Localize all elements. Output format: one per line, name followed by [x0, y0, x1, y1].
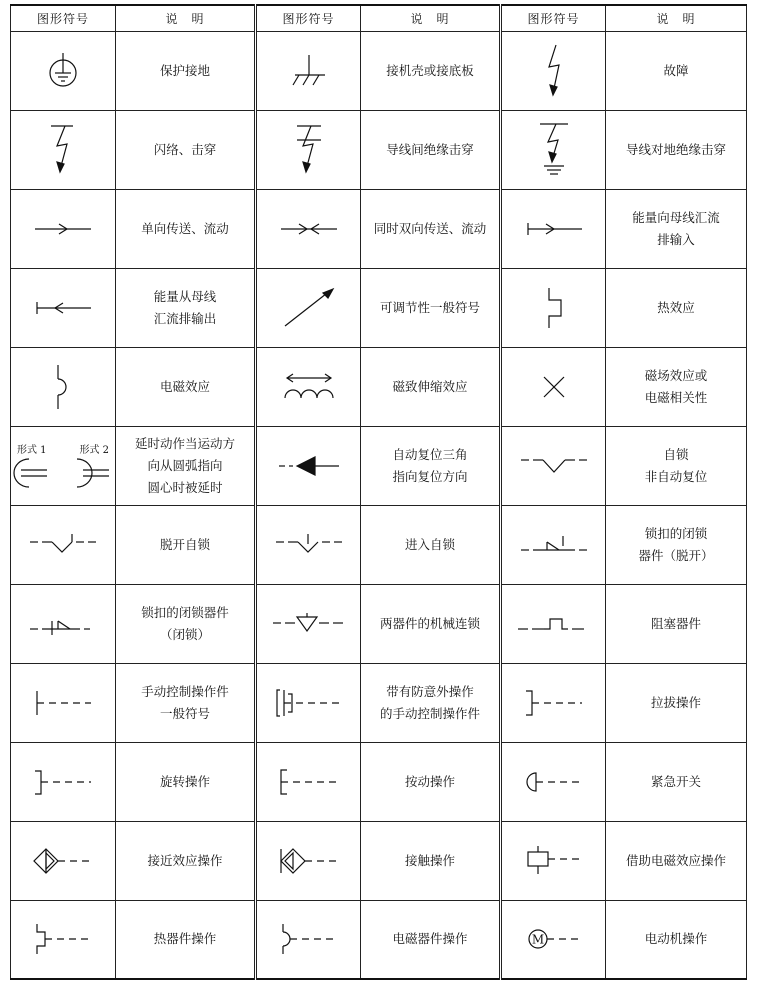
symbol-description: 带有防意外操作 的手动控制操作件 — [361, 663, 501, 742]
symbol-cell — [501, 584, 606, 663]
two-way-flow-icon — [279, 221, 339, 237]
symbol-cell — [256, 268, 361, 347]
symbol-description: 导线对地绝缘击穿 — [606, 110, 747, 189]
push-operation-icon — [277, 767, 341, 797]
latching-device-closed-icon — [28, 611, 98, 637]
blocking-device-icon — [516, 611, 592, 637]
symbol-description: 闪络、击穿 — [116, 110, 256, 189]
symbol-cell — [501, 505, 606, 584]
table-row — [11, 110, 747, 189]
symbol-cell — [256, 900, 361, 979]
table-row — [11, 347, 747, 426]
conductor-earth-breakdown-icon — [534, 120, 574, 180]
symbol-cell — [501, 189, 606, 268]
fault-icon — [539, 41, 569, 101]
symbol-cell — [501, 347, 606, 426]
form-2-label: 形式 2 — [79, 445, 109, 456]
symbol-description: 延时动作当运动方 向从圆弧指向 圆心时被延时 — [116, 426, 256, 505]
symbol-description: 电动机操作 — [606, 900, 747, 979]
symbol-cell — [501, 742, 606, 821]
symbol-description: 可调节性一般符号 — [361, 268, 501, 347]
symbol-cell — [256, 189, 361, 268]
symbol-description: 接触操作 — [361, 821, 501, 900]
symbol-description: 进入自锁 — [361, 505, 501, 584]
magnetic-field-effect-icon — [539, 372, 569, 402]
symbol-cell — [11, 821, 116, 900]
table-row — [11, 742, 747, 821]
release-self-lock-icon — [28, 532, 98, 558]
header-symbol-1: 图形符号 — [11, 5, 116, 31]
symbol-description: 故障 — [606, 31, 747, 110]
symbol-description: 拉拔操作 — [606, 663, 747, 742]
symbol-cell — [11, 900, 116, 979]
conductor-insulation-breakdown-icon — [289, 122, 329, 178]
symbol-description: 借助电磁效应操作 — [606, 821, 747, 900]
self-lock-nonauto-reset-icon — [519, 454, 589, 478]
symbol-cell — [11, 663, 116, 742]
electromagnetic-effect-icon — [48, 363, 78, 411]
table-row — [11, 663, 747, 742]
table-row — [11, 821, 747, 900]
symbol-description: 保护接地 — [116, 31, 256, 110]
header-symbol-3: 图形符号 — [501, 5, 606, 31]
thermal-actuator-icon — [31, 922, 95, 956]
table-row — [11, 31, 747, 110]
chassis-ground-icon — [287, 51, 331, 91]
energy-to-busbar-icon — [524, 221, 584, 237]
symbol-description: 接近效应操作 — [116, 821, 256, 900]
symbol-cell — [501, 426, 606, 505]
symbol-description: 脱开自锁 — [116, 505, 256, 584]
symbol-description: 导线间绝缘击穿 — [361, 110, 501, 189]
symbol-cell — [501, 268, 606, 347]
table-row — [11, 900, 747, 979]
symbol-description: 旋转操作 — [116, 742, 256, 821]
symbol-description: 自动复位三角 指向复位方向 — [361, 426, 501, 505]
symbol-description: 紧急开关 — [606, 742, 747, 821]
manual-operation-icon — [31, 688, 95, 718]
symbol-description: 阻塞器件 — [606, 584, 747, 663]
electromagnetic-device-operation-icon — [277, 922, 341, 956]
symbol-description: 磁场效应或 电磁相关性 — [606, 347, 747, 426]
auto-reset-triangle-icon — [277, 454, 341, 478]
one-way-flow-icon — [33, 221, 93, 237]
symbol-description: 同时双向传送、流动 — [361, 189, 501, 268]
table-row — [11, 426, 747, 505]
symbol-description: 单向传送、流动 — [116, 189, 256, 268]
motor-operation-icon — [522, 924, 586, 954]
symbol-cell — [11, 426, 116, 505]
symbol-description: 热效应 — [606, 268, 747, 347]
symbol-cell — [11, 505, 116, 584]
symbol-cell — [256, 663, 361, 742]
symbol-description: 手动控制操作件 一般符号 — [116, 663, 256, 742]
symbol-description: 电磁效应 — [116, 347, 256, 426]
symbol-cell — [256, 821, 361, 900]
symbol-description: 能量向母线汇流 排输入 — [606, 189, 747, 268]
form-labels — [11, 441, 115, 456]
symbol-table — [10, 4, 747, 980]
enter-self-lock-icon — [274, 532, 344, 558]
symbol-description: 热器件操作 — [116, 900, 256, 979]
magnetostriction-icon — [281, 372, 337, 402]
table-row — [11, 189, 747, 268]
symbol-cell — [11, 31, 116, 110]
symbol-description: 锁扣的闭锁 器件（脱开） — [606, 505, 747, 584]
form-1-label: 形式 1 — [17, 445, 47, 456]
symbol-cell — [11, 110, 116, 189]
symbol-description: 锁扣的闭锁器件 （闭锁） — [116, 584, 256, 663]
flashover-icon — [43, 122, 83, 178]
table-row — [11, 505, 747, 584]
symbol-cell — [256, 426, 361, 505]
symbol-description: 能量从母线 汇流排输出 — [116, 268, 256, 347]
symbol-cell — [11, 584, 116, 663]
table-row — [11, 584, 747, 663]
symbol-cell — [256, 584, 361, 663]
motor-letter: M — [531, 932, 544, 947]
energy-from-busbar-icon — [33, 300, 93, 316]
symbol-description: 自锁 非自动复位 — [606, 426, 747, 505]
symbol-cell — [11, 742, 116, 821]
symbol-cell — [256, 742, 361, 821]
symbol-cell — [256, 31, 361, 110]
delay-action-icon — [13, 456, 113, 490]
header-symbol-2: 图形符号 — [256, 5, 361, 31]
symbol-description: 两器件的机械连锁 — [361, 584, 501, 663]
adjustable-arrow-icon — [281, 286, 337, 330]
symbol-cell — [256, 347, 361, 426]
header-desc-3: 说 明 — [606, 5, 747, 31]
symbol-cell — [501, 663, 606, 742]
symbol-description: 接机壳或接底板 — [361, 31, 501, 110]
proximity-operation-icon — [31, 846, 95, 876]
header-desc-2: 说 明 — [361, 5, 501, 31]
header-row — [11, 5, 747, 31]
symbol-description: 电磁器件操作 — [361, 900, 501, 979]
turn-operation-icon — [31, 767, 95, 797]
symbol-cell — [11, 347, 116, 426]
symbol-description: 按动操作 — [361, 742, 501, 821]
symbol-cell — [501, 821, 606, 900]
protective-earth-icon — [43, 51, 83, 91]
latching-device-open-icon — [519, 532, 589, 558]
symbol-cell — [11, 268, 116, 347]
electromagnetic-actuator-icon — [522, 844, 586, 878]
symbol-cell — [11, 189, 116, 268]
pull-operation-icon — [522, 688, 586, 718]
touch-operation-icon — [277, 846, 341, 876]
symbol-cell — [501, 110, 606, 189]
symbol-cell — [501, 31, 606, 110]
table-row — [11, 268, 747, 347]
symbol-description: 磁致伸缩效应 — [361, 347, 501, 426]
header-desc-1: 说 明 — [116, 5, 256, 31]
symbol-cell — [501, 900, 606, 979]
mechanical-interlock-icon — [271, 611, 347, 637]
thermal-effect-icon — [539, 286, 569, 330]
symbol-cell — [256, 505, 361, 584]
protected-manual-operation-icon — [274, 686, 344, 720]
symbol-cell — [256, 110, 361, 189]
emergency-switch-icon — [522, 767, 586, 797]
